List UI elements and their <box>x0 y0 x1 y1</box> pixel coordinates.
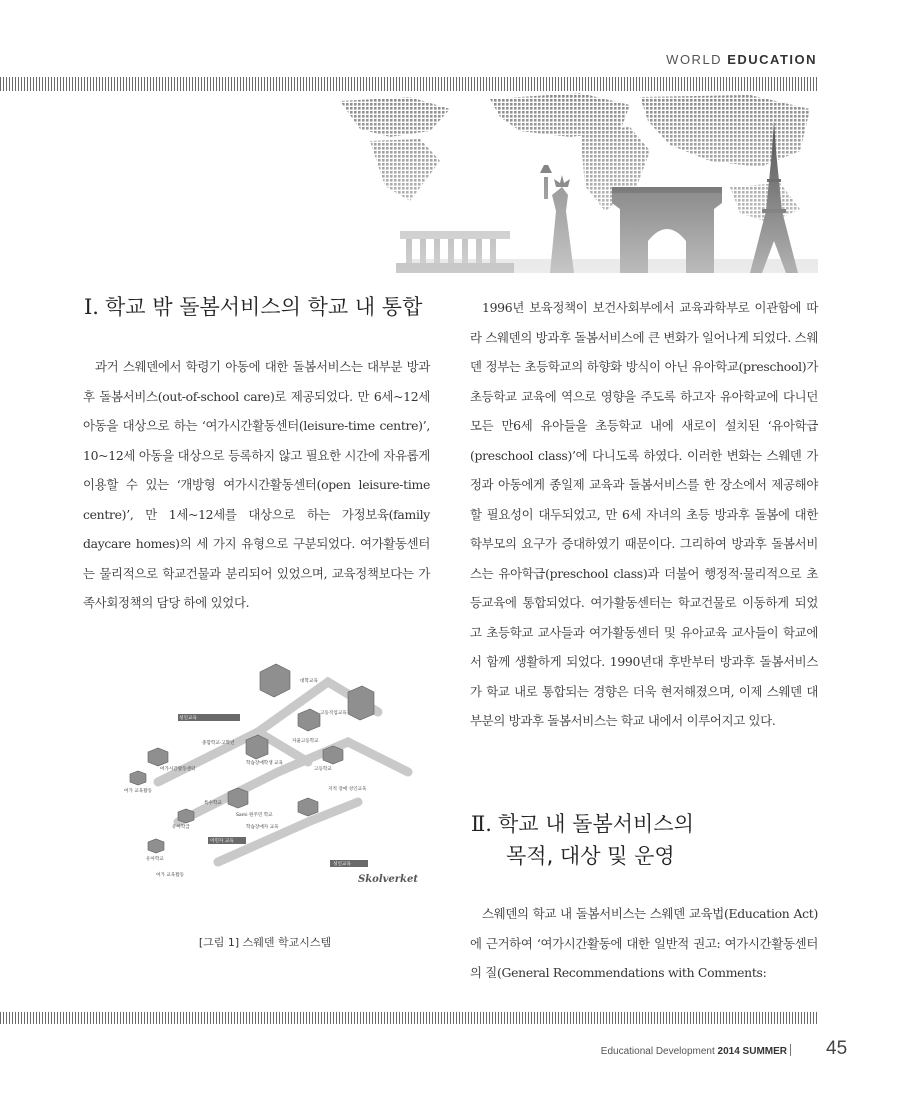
diagram-label: 유아학급 <box>172 825 190 830</box>
diagram-label: 성인교육 <box>333 862 351 867</box>
section1-paragraph: 과거 스웨덴에서 학령기 아동에 대한 돌봄서비스는 대부분 방과후 돌봄서비스(out-of-school care)로 제공되었다. 만 6세~12세 아동을 대상으로 하는 ‘여가시간활동센터(leisure-time centre)’, 10~12세 아동을 대상으로 등록하지 않고 필요한 시간에 자유롭게 이용할 수 있는 ‘개방형 여가시간활동센터(open leisure-time centre)’, 만 1세~12세를 대상으로 하는 가정보육(family daycare homes)의 세 가지 유형으로 구분되었다. 여가활동센터는 물리적으로 학교건물과 분리되어 있었으며, 교육정책보다는 가족사회정책의 담당 하에 있었다. <box>83 359 430 610</box>
section2-body <box>470 899 818 988</box>
bottom-divider-stripe <box>0 1012 818 1024</box>
school-system-diagram <box>118 652 418 887</box>
diagram-label: 여가시간활동센터 <box>160 767 196 772</box>
section2-paragraph: 스웨덴의 학교 내 돌봄서비스는 스웨덴 교육법(Education Act)에 근거하여 ‘여가시간활동에 대한 일반적 권고: 여가시간활동센터의 질(General Recommendations with Comments: <box>470 906 818 980</box>
diagram-label: Sami 원주민 학교 <box>236 813 273 818</box>
diagram-label: 대학교육 <box>300 679 318 684</box>
footer-divider <box>790 1044 791 1056</box>
diagram-label: 지적 장애 성인교육 <box>328 787 367 792</box>
diagram-label: 여가 교육활동 <box>156 873 185 878</box>
section1-heading <box>84 291 424 323</box>
footer-issue: 2014 SUMMER <box>717 1046 787 1057</box>
section2-heading <box>471 808 811 872</box>
figure-credit: Skolverket <box>358 874 418 885</box>
right-column-body <box>470 293 818 736</box>
header-label-prefix: WORLD <box>666 52 723 67</box>
diagram-label: 학습장애학생 교육 <box>246 761 283 766</box>
footer-text <box>601 1046 787 1057</box>
page-number: 45 <box>826 1038 848 1059</box>
figure-caption: [그림 1] 스웨덴 학교시스템 <box>198 936 332 949</box>
section1-body <box>83 352 430 618</box>
diagram-label: 종합학교·고학년 <box>202 741 235 746</box>
header-label-strong: EDUCATION <box>727 52 817 67</box>
section1-numeral: Ⅰ. <box>84 295 99 319</box>
diagram-label: 이민자 교육 <box>210 839 234 844</box>
diagram-label: 자율고등학교 <box>292 739 319 744</box>
section2-title-line2: 목적, 대상 및 운영 <box>506 844 675 868</box>
diagram-label: 여가 교육활동 <box>124 789 153 794</box>
diagram-label: 유아학교 <box>146 857 164 862</box>
diagram-label: 성인교육 <box>179 716 197 721</box>
top-divider-stripe <box>0 77 818 91</box>
section-header <box>666 52 817 67</box>
diagram-label: 학습장애자 교육 <box>246 825 279 830</box>
diagram-label: 특수학교 <box>204 801 222 806</box>
section1-title: 학교 밖 돌봄서비스의 학교 내 통합 <box>104 295 423 319</box>
footer-publication: Educational Development <box>600 1046 715 1057</box>
section2-numeral: Ⅱ. <box>471 812 492 836</box>
right-column-paragraph: 1996년 보육정책이 보건사회부에서 교육과학부로 이관함에 따라 스웨덴의 방과후 돌봄서비스에 큰 변화가 일어나게 되었다. 스웨덴 정부는 초등학교의 하향화 방식이 아닌 유아학교(preschool)가 초등학교 교육에 역으로 영향을 주도록 하고자 유아학교에 다니던 모든 만6세 유아들을 초등학교 내에 새로이 설치된 ‘유아학급(preschool class)’에 다니도록 하였다. 이러한 변화는 스웨덴 가정과 아동에게 종일제 교육과 돌봄서비스를 한 장소에서 제공해야 할 필요성이 대두되었고, 만 6세 자녀의 초등 방과후 돌봄에 대한 학부모의 요구가 증대하였기 때문이다. 그리하여 방과후 돌봄서비스는 유아학급(preschool class)과 더불어 행정적·물리적으로 초등교육에 통합되었다. 여가활동센터는 학교건물로 이동하게 되었고 초등학교 교사들과 여가활동센터 및 유아교육 교사들이 학교에서 함께 생활하게 되었다. 1990년대 후반부터 방과후 돌봄서비스가 학교 내로 통합되는 경향은 더욱 현저해졌으며, 이제 스웨덴 대부분의 방과후 돌봄서비스는 학교 내에서 이루어지고 있다. <box>470 300 818 728</box>
section2-title-line1: 학교 내 돌봄서비스의 <box>497 812 694 836</box>
landmarks-banner-image <box>330 91 818 273</box>
diagram-label: 고등학교 <box>314 767 332 772</box>
diagram-label: 고등직업교육 <box>320 711 347 716</box>
